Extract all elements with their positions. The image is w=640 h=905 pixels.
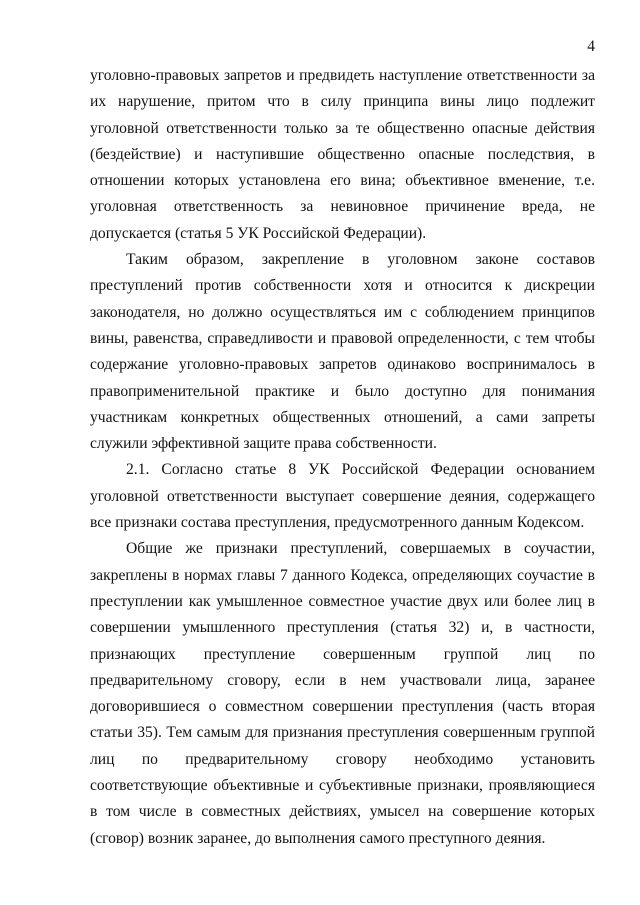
paragraph-complicity: Общие же признаки преступлений, совершаемых в соучастии, закреплены в нормах главы 7 данного Кодекса, определяющих соучастие в преступлении как умышленное совместное участие двух или более лиц в совершении умышленного преступления (статья 32) и, в частности, признающих преступление совершенным группой лиц по предварительному сговору, если в нем участвовали лица, заранее договорившиеся о совместном совершении преступления (часть вторая статьи 35). Тем самым для признания преступления совершенным группой лиц по предварительному сговору необходимо установить соответствующие объективные и субъективные признаки, проявляющиеся в том числе в совместных действиях, умысел на совершение которых (сговор) возник заранее, до выполнения самого преступного деяния. (90, 540, 595, 847)
document-body (90, 63, 595, 852)
paragraph-continuation: уголовно-правовых запретов и предвидеть наступление ответственности за их нарушение, притом что в силу принципа вины лицо подлежит уголовной ответственности только за те общественно опасные действия (бездействие) и наступившие общественно опасные последствия, в отношении которых установлена его вина; объективное вменение, т.е. уголовная ответственность за невиновное причинение вреда, не допускается (статья 5 УК Российской Федерации). (90, 67, 595, 242)
page-number: 4 (587, 38, 595, 55)
paragraph-summary: Таким образом, закрепление в уголовном законе составов преступлений против собственности хотя и относится к дискреции законодателя, но должно осуществляться им с соблюдением принципов вины, равенства, справедливости и правовой определенности, с тем чтобы содержание уголовно-правовых запретов одинаково воспринималось в правоприменительной практике и было доступно для понимания участникам конкретных общественных отношений, а сами запреты служили эффективной защите права собственности. (90, 251, 595, 453)
paragraph-section-2-1: 2.1. Согласно статье 8 УК Российской Федерации основанием уголовной ответственности выступает совершение деяния, содержащего все признаки состава преступления, предусмотренного данным Кодексом. (90, 461, 595, 532)
